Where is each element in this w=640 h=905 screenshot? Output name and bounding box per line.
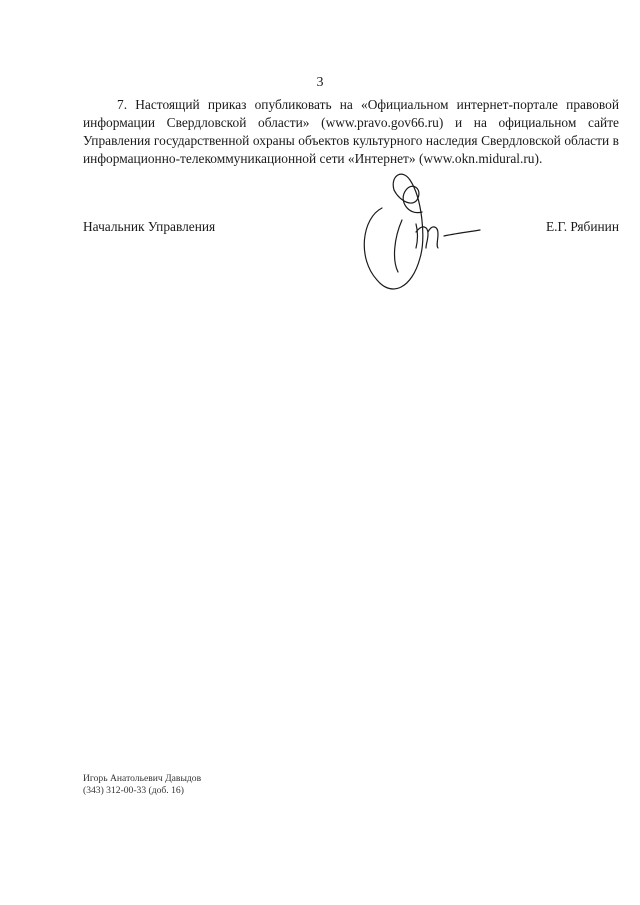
paragraph-7: 7. Настоящий приказ опубликовать на «Официальном интернет-портале правовой информации Свердловской области» (www.pravo.gov66.ru) и на официальном сайте Управления государственной охраны объектов культурного наследия Свердловской области в информационно-телекоммуникационной сети «Интернет» (www.okn.midural.ru).: [83, 97, 619, 166]
signer-title: Начальник Управления: [83, 219, 216, 234]
signer-name: Е.Г. Рябинин: [545, 219, 619, 234]
contact-phone: (343) 312-00-33 (доб. 16): [83, 785, 184, 796]
contact-info: [83, 773, 201, 797]
page-number: 3: [316, 75, 324, 90]
handwritten-signature: [352, 168, 488, 304]
contact-person: Игорь Анатольевич Давыдов: [83, 773, 202, 784]
signature-block: [83, 218, 619, 238]
